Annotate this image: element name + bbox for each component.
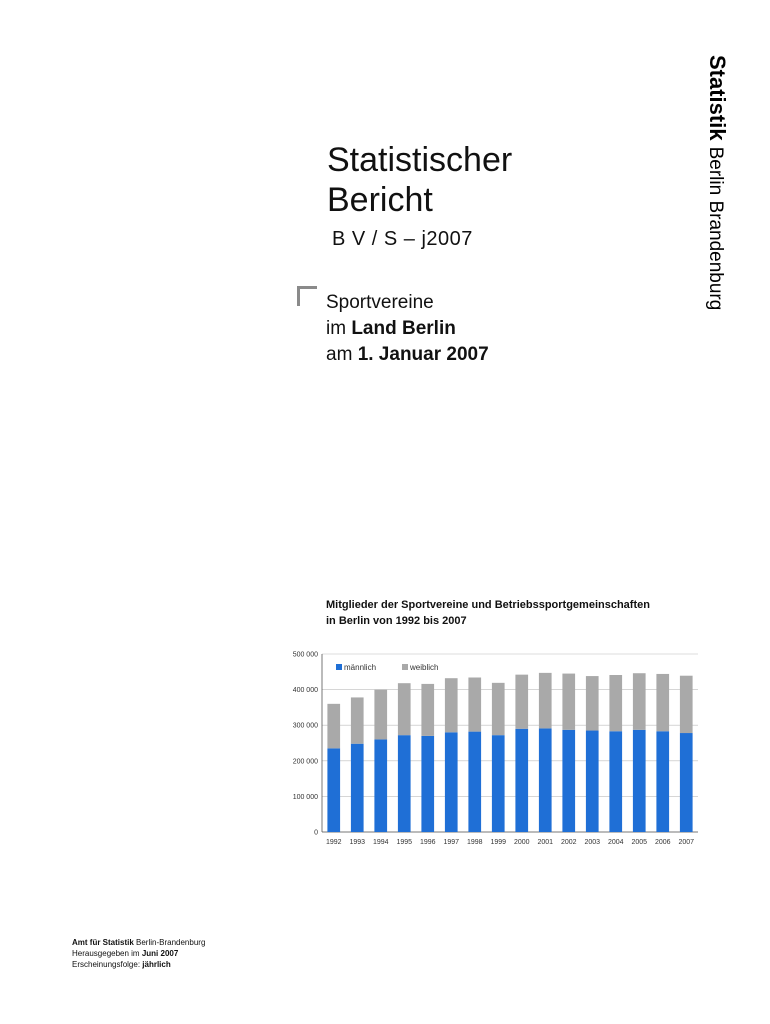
subtitle-line3: [326, 342, 489, 368]
x-tick-label: 1999: [490, 839, 507, 846]
bar-maennlich-1994: [374, 739, 387, 832]
subtitle-line3-bold: 1. Januar 2007: [357, 344, 489, 365]
report-code: B V / S – j2007: [332, 228, 473, 250]
x-tick-label: 2003: [584, 839, 601, 846]
x-tick-label: 2007: [678, 839, 695, 846]
subtitle-line3-prefix: am: [326, 344, 358, 365]
x-tick-label: 2005: [631, 839, 648, 846]
legend-label-0: männlich: [344, 663, 377, 672]
publisher-line2: [72, 948, 205, 959]
bar-weiblich-2004: [609, 675, 622, 731]
chart-title: [326, 597, 650, 629]
report-subtitle: [326, 290, 489, 368]
frequency-value: jährlich: [142, 960, 171, 969]
brand-region: Berlin Brandenburg: [705, 146, 726, 311]
x-tick-label: 1994: [372, 839, 389, 846]
bar-maennlich-1998: [468, 732, 481, 832]
brand-logo: [702, 55, 730, 310]
published-prefix: Herausgegeben im: [72, 949, 142, 958]
bar-weiblich-2003: [586, 676, 599, 730]
publisher-name: Amt für Statistik: [72, 938, 134, 947]
bar-maennlich-2000: [515, 729, 528, 832]
y-tick-label: 0: [314, 829, 318, 837]
bar-maennlich-1995: [398, 735, 411, 832]
subtitle-line2-prefix: im: [326, 318, 352, 339]
bar-maennlich-2005: [633, 730, 646, 832]
y-tick-label: 400 000: [292, 687, 318, 695]
bar-weiblich-2001: [539, 673, 552, 729]
bar-maennlich-1996: [421, 736, 434, 832]
frequency-prefix: Erscheinungsfolge:: [72, 960, 143, 969]
brand-name: Statistik: [705, 55, 730, 141]
bar-weiblich-1995: [398, 683, 411, 735]
bar-maennlich-2001: [539, 728, 552, 832]
report-title-line2: Bericht: [327, 181, 433, 219]
chart-title-line1: Mitglieder der Sportvereine und Betriebssportgemeinschaften: [326, 599, 650, 611]
x-tick-label: 1992: [325, 839, 342, 846]
publisher-region: Berlin-Brandenburg: [133, 938, 206, 947]
x-tick-label: 2000: [513, 839, 530, 846]
bar-weiblich-1992: [327, 704, 340, 748]
y-tick-label: 100 000: [292, 793, 318, 801]
bar-maennlich-1993: [351, 744, 364, 832]
report-title: [327, 140, 512, 220]
legend-label-1: weiblich: [410, 663, 439, 672]
legend-swatch-1: [402, 664, 408, 670]
bar-weiblich-2000: [515, 675, 528, 729]
report-title-line1: Statistischer: [327, 141, 513, 179]
bar-maennlich-1999: [492, 735, 505, 832]
bar-maennlich-2004: [609, 731, 622, 832]
stacked-bar-chart: [270, 640, 710, 860]
publisher-line3: [72, 959, 205, 970]
publisher-info: [72, 937, 205, 970]
y-tick-label: 300 000: [292, 722, 318, 730]
x-tick-label: 2002: [560, 839, 577, 846]
bar-maennlich-1992: [327, 748, 340, 832]
chart-title-line2: in Berlin von 1992 bis 2007: [326, 615, 467, 627]
x-tick-label: 1993: [349, 839, 366, 846]
bar-maennlich-2002: [562, 730, 575, 832]
x-tick-label: 1995: [396, 839, 413, 846]
bar-maennlich-2007: [680, 733, 693, 832]
bar-weiblich-2005: [633, 673, 646, 730]
x-tick-label: 1998: [466, 839, 483, 846]
y-tick-label: 500 000: [292, 651, 318, 659]
bar-maennlich-2006: [656, 731, 669, 832]
x-tick-label: 2006: [654, 839, 671, 846]
x-tick-label: 2001: [537, 839, 554, 846]
bar-weiblich-1996: [421, 684, 434, 736]
subtitle-line2: [326, 316, 489, 342]
bar-weiblich-1997: [445, 678, 458, 732]
publisher-line1: [72, 937, 205, 948]
bar-maennlich-1997: [445, 732, 458, 832]
bar-weiblich-2007: [680, 676, 693, 733]
legend-swatch-0: [336, 664, 342, 670]
x-tick-label: 1997: [443, 839, 460, 846]
bar-weiblich-2006: [656, 674, 669, 731]
bar-weiblich-1998: [468, 677, 481, 731]
published-date: Juni 2007: [141, 949, 179, 958]
bar-weiblich-1993: [351, 697, 364, 743]
x-tick-label: 2004: [607, 839, 624, 846]
subtitle-line1: Sportvereine: [326, 292, 434, 313]
corner-mark: [297, 286, 317, 306]
subtitle-line2-bold: Land Berlin: [351, 318, 456, 339]
bar-weiblich-1994: [374, 690, 387, 740]
x-tick-label: 1996: [419, 839, 436, 846]
bar-weiblich-1999: [492, 683, 505, 735]
bar-weiblich-2002: [562, 674, 575, 730]
bar-maennlich-2003: [586, 731, 599, 832]
y-tick-label: 200 000: [292, 758, 318, 766]
